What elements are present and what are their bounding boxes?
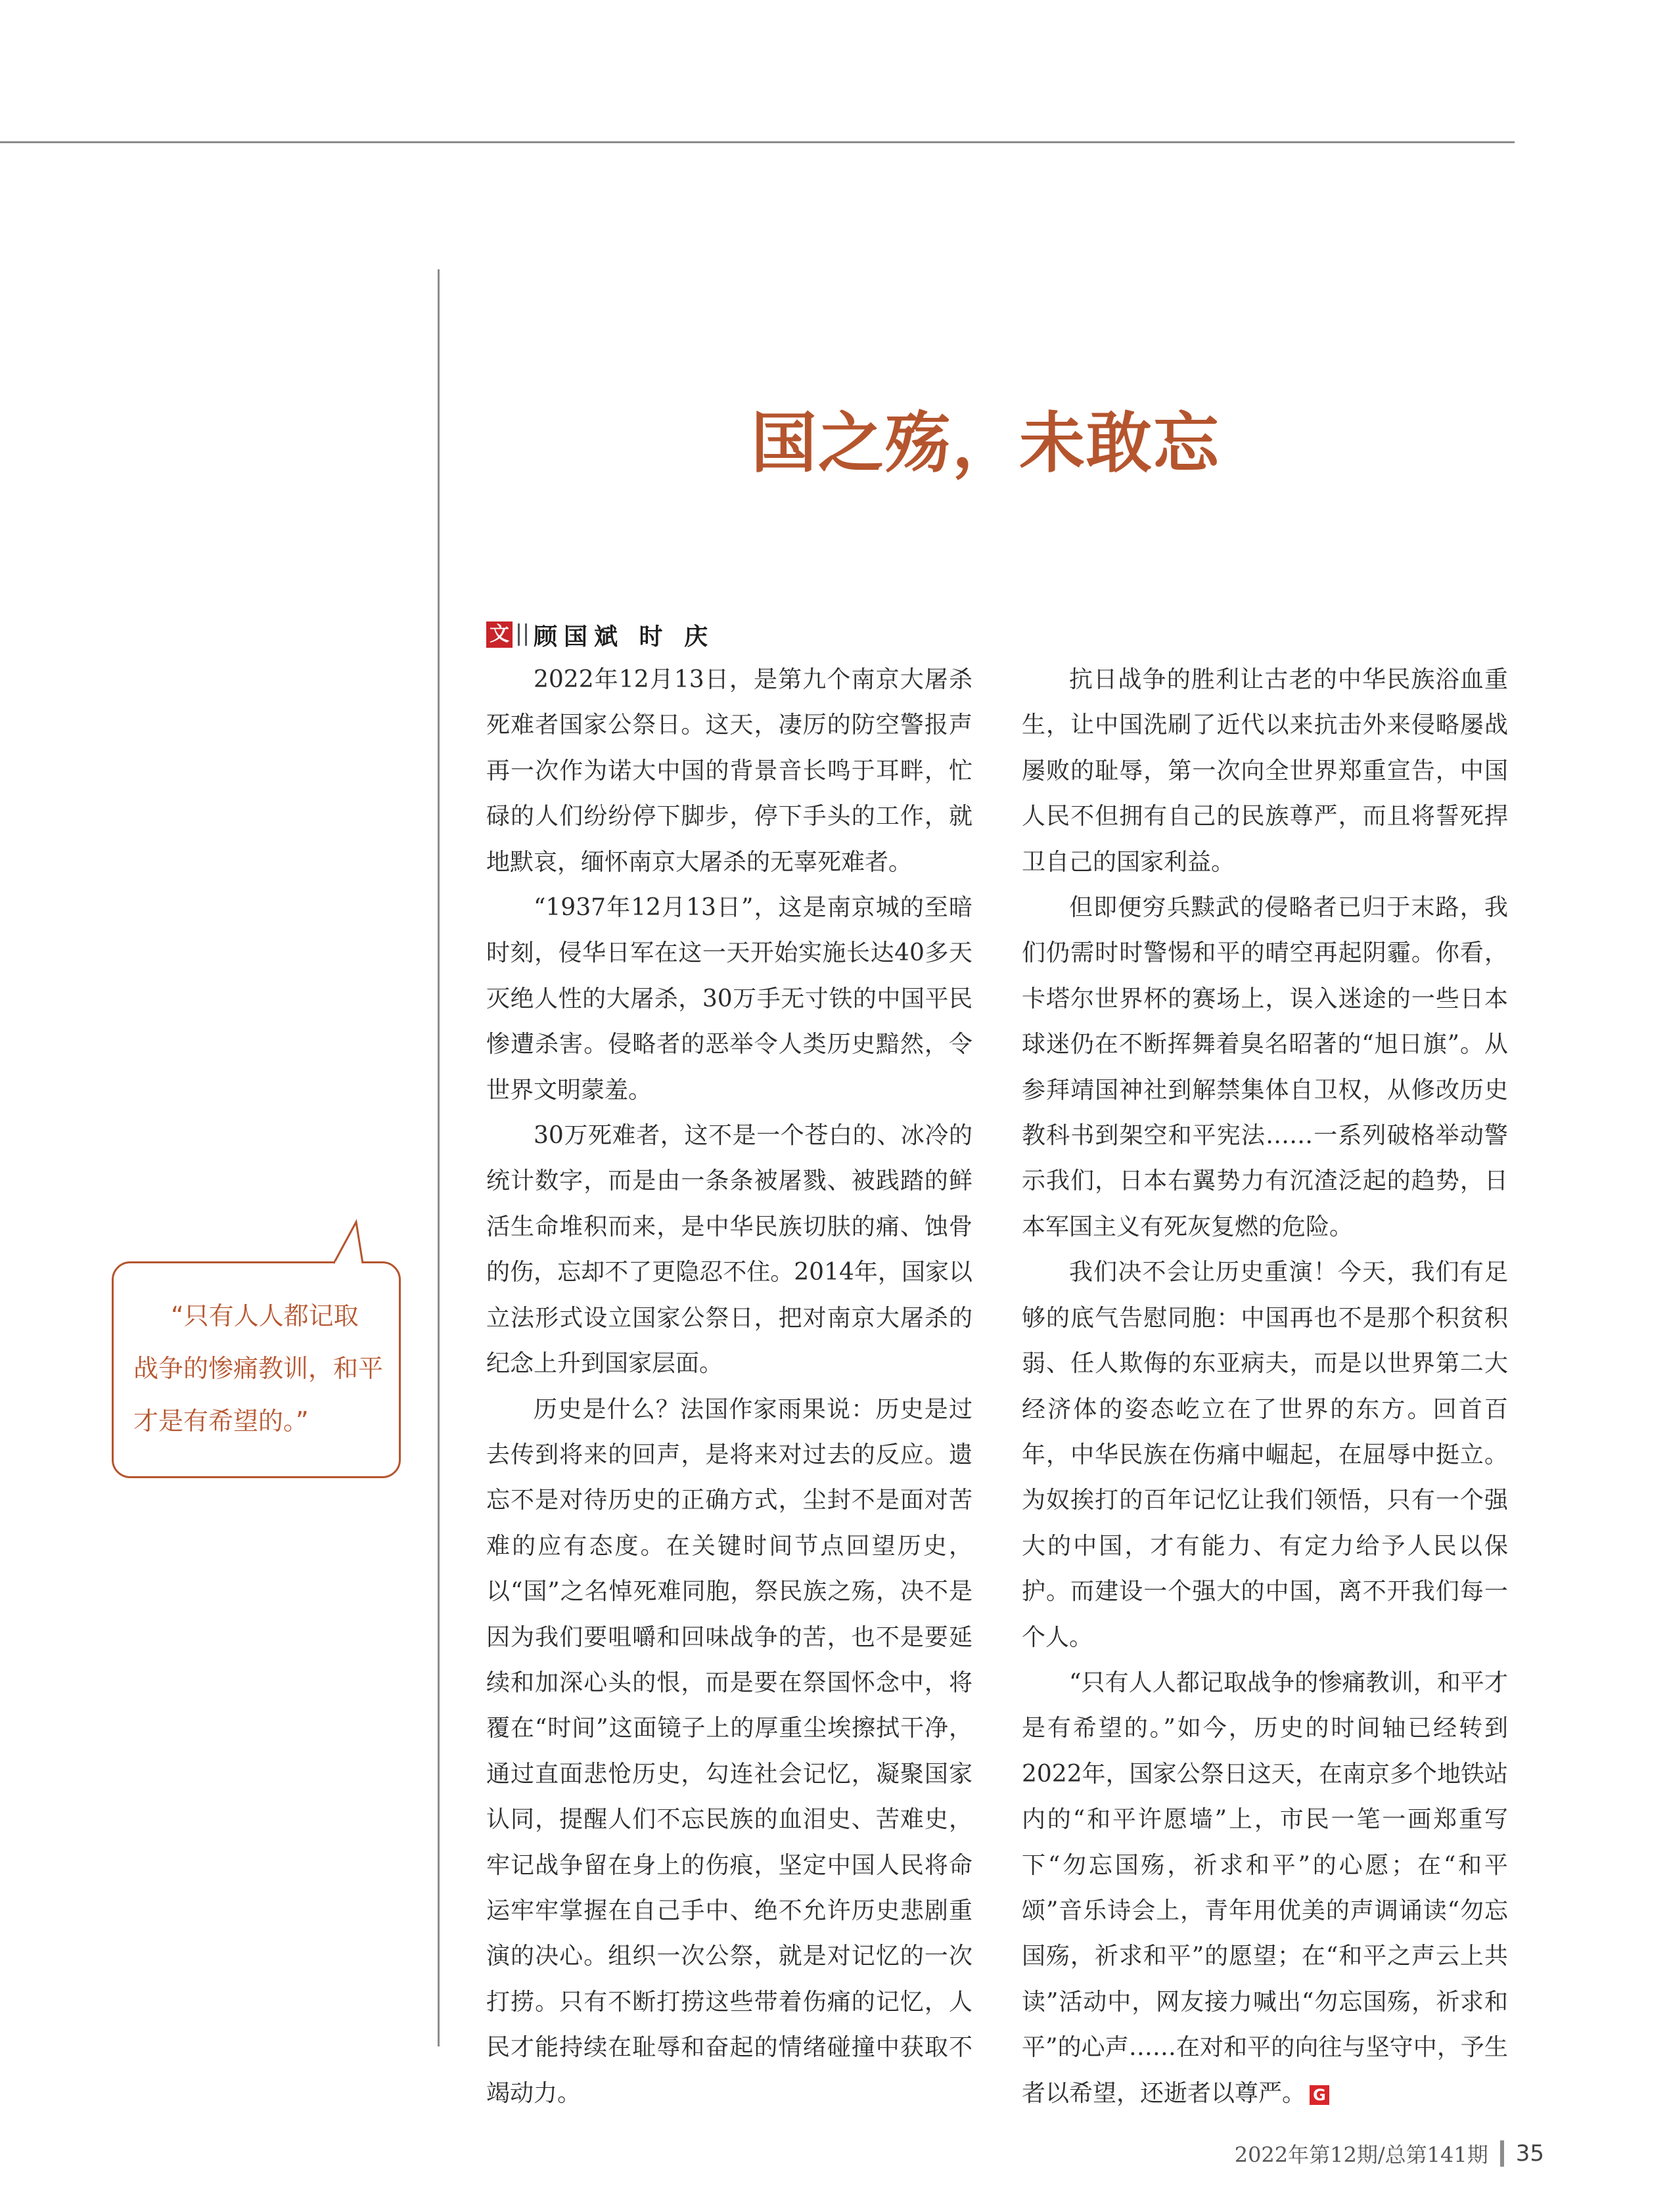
paragraph: 但即便穷兵黩武的侵略者已归于末路，我们仍需时时警惕和平的晴空再起阴霾。你看，卡塔尔世界杯的赛场上，误入迷途的一些日本球迷仍在不断挥舞着臭名昭著的“旭日旗”。从参拜靖国神社到解禁集体自卫权，从修改历史教科书到架空和平宪法……一系列破格举动警示我们，日本右翼势力有沉渣泛起的趋势，日本军国主义有死灰复燃的危险。	[1022, 894, 1508, 1240]
byline-separator	[518, 623, 527, 646]
last-paragraph	[1022, 1660, 1508, 2116]
paragraph: “1937年12月13日”，这是南京城的至暗时刻，侵华日军在这一天开始实施长达40多天灭绝人性的大屠杀，30万手无寸铁的中国平民惨遭杀害。侵略者的恶举令人类历史黯然，令世界文明蒙羞。	[486, 894, 972, 1104]
pull-quote-box	[112, 1261, 401, 1478]
article-column-left	[486, 657, 972, 2107]
paragraph: 2022年12月13日，是第九个南京大屠杀死难者国家公祭日。这天，凄厉的防空警报声再一次作为诺大中国的背景音长鸣于耳畔，忙碌的人们纷纷停下脚步，停下手头的工作，就地默哀，缅怀南京大屠杀的无辜死难者。	[486, 666, 972, 876]
paragraph-text: “只有人人都记取战争的惨痛教训，和平才是有希望的。”如今，历史的时间轴已经转到2022年，国家公祭日这天，在南京多个地铁站内的“和平许愿墙”上，市民一笔一画郑重写下“勿忘国殇，祈求和平”的心愿；在“和平颂”音乐诗会上，青年用优美的声调诵读“勿忘国殇，祈求和平”的愿望；在“和平之声云上共读”活动中，网友接力喊出“勿忘国殇，祈求和平”的心声……在对和平的向往与坚守中，予生者以希望，还逝者以尊严。	[1022, 1669, 1508, 2107]
byline-authors: 顾国斌 时 庆	[534, 623, 715, 650]
column-divider-rule	[438, 269, 440, 2046]
paragraph: 我们决不会让历史重演！今天，我们有足够的底气告慰同胞：中国再也不是那个积贫积弱、任人欺侮的东亚病夫，而是以世界第二大经济体的姿态屹立在了世界的东方。回首百年，中华民族在伤痛中崛起，在屈辱中挺立。为奴挨打的百年记忆让我们领悟，只有一个强大的中国，才有能力、有定力给予人民以保护。而建设一个强大的中国，离不开我们每一个人。	[1022, 1259, 1508, 1651]
byline	[486, 618, 714, 652]
header-rule	[0, 141, 1515, 143]
paragraph: 抗日战争的胜利让古老的中华民族浴血重生，让中国洗刷了近代以来抗击外来侵略屡战屡败的耻辱，第一次向全世界郑重宣告，中国人民不但拥有自己的民族尊严，而且将誓死捍卫自己的国家利益。	[1022, 666, 1508, 876]
paragraph: 历史是什么？法国作家雨果说：历史是过去传到将来的回声，是将来对过去的反应。遗忘不是对待历史的正确方式，尘封不是面对苦难的应有态度。在关键时间节点回望历史，以“国”之名悼死难同胞，祭民族之殇，决不是因为我们要咀嚼和回味战争的苦，也不是要延续和加深心头的恨，而是要在祭国怀念中，将覆在“时间”这面镜子上的厚重尘埃擦拭干净，通过直面悲怆历史，勾连社会记忆，凝聚国家认同，提醒人们不忘民族的血泪史、苦难史，牢记战争留在身上的伤痕，坚定中国人民将命运牢牢掌握在自己手中、绝不允许历史悲剧重演的决心。组织一次公祭，就是对记忆的一次打捞。只有不断打捞这些带着伤痛的记忆，人民才能持续在耻辱和奋起的情绪碰撞中获取不竭动力。	[486, 1395, 972, 2107]
byline-text-mark: 文	[486, 621, 513, 648]
article-column-right	[1022, 657, 1508, 2107]
paragraph: 30万死难者，这不是一个苍白的、冰冷的统计数字，而是由一条条被屠戮、被践踏的鲜活生命堆积而来，是中华民族切肤的痛、蚀骨的伤，忘却不了更隐忍不住。2014年，国家以立法形式设立国家公祭日，把对南京大屠杀的纪念上升到国家层面。	[486, 1122, 972, 1378]
pull-quote-text: “只有人人都记取战争的惨痛教训，和平才是有希望的。”	[133, 1301, 384, 1435]
page-footer	[1235, 2135, 1544, 2172]
footer-separator	[1500, 2140, 1504, 2167]
issue-info: 2022年第12期/总第141期	[1234, 2142, 1488, 2167]
article-title: 国之殇，未敢忘	[751, 405, 1220, 482]
page-number: 35	[1515, 2140, 1544, 2167]
end-of-article-icon: G	[1310, 2085, 1329, 2105]
